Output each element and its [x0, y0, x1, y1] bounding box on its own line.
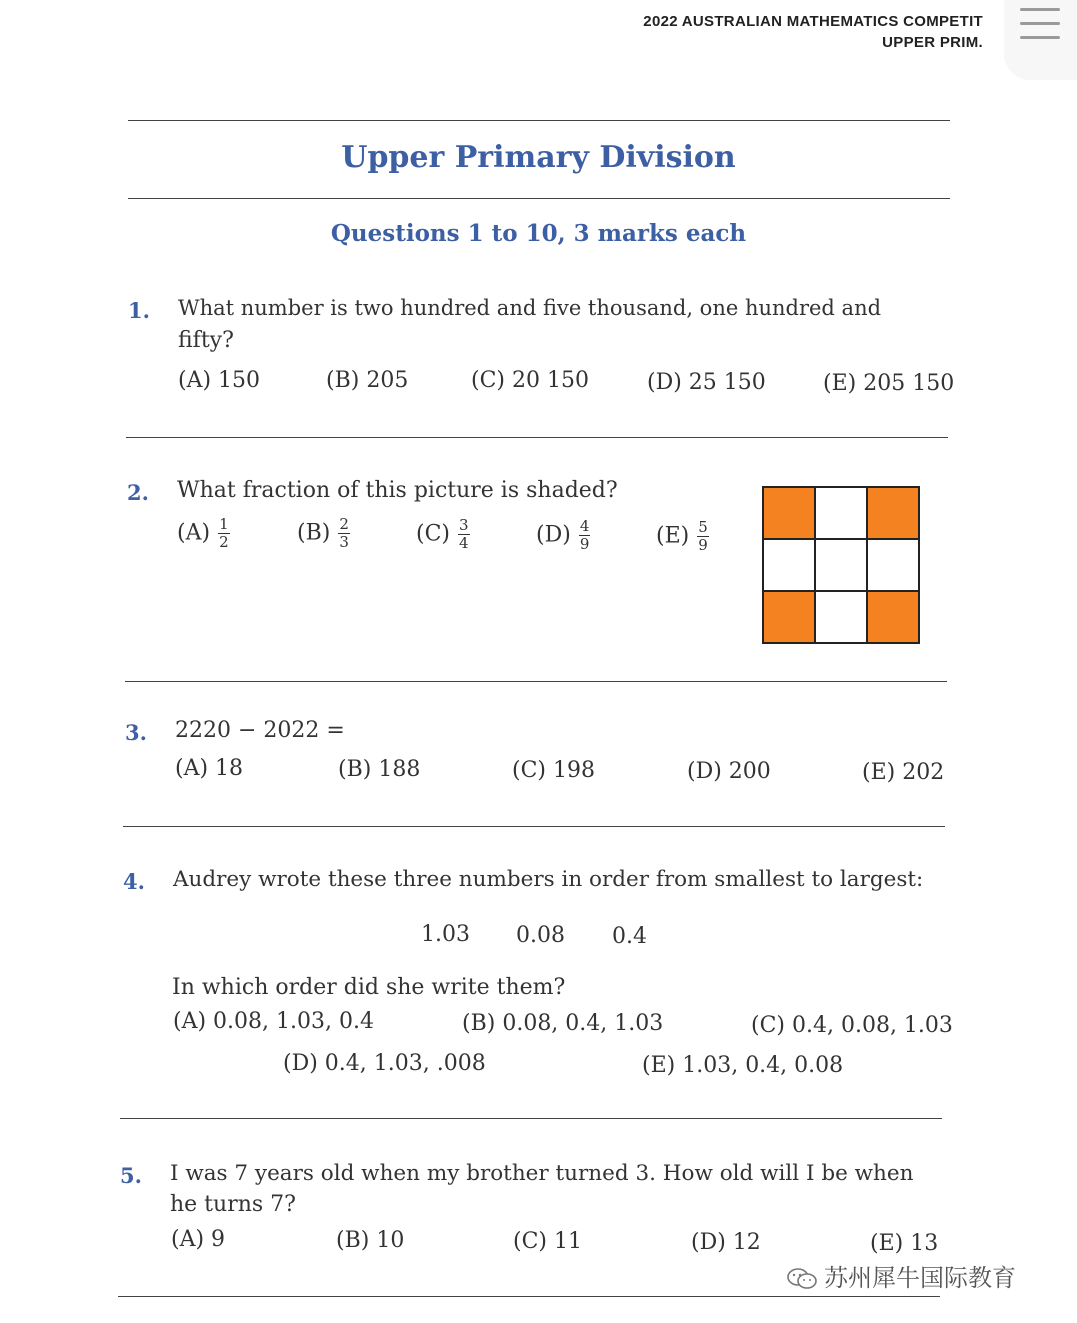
question-text: What fraction of this picture is shaded?: [177, 478, 618, 503]
grid-cell-shaded: [763, 487, 815, 539]
option-d[interactable]: (D) 200: [687, 759, 771, 784]
question-text-cont: fifty?: [178, 328, 234, 353]
option-label: (E): [656, 523, 690, 549]
grid-cell: [815, 539, 867, 591]
denominator: 2: [219, 533, 229, 551]
option-b[interactable]: (B) 188: [338, 757, 421, 782]
grid-cell-shaded: [867, 487, 919, 539]
question-number: 4.: [123, 869, 145, 894]
option-a[interactable]: (A) 18: [175, 756, 244, 781]
title-bottom-rule: [128, 198, 950, 199]
grid-cell: [867, 539, 919, 591]
numerator: 4: [579, 517, 590, 535]
divider: [126, 437, 948, 438]
question-text: 2220 − 2022 =: [175, 718, 345, 743]
page-title: Upper Primary Division: [341, 140, 736, 175]
question-text: What number is two hundred and five thousand, one hundred and: [178, 296, 882, 320]
divider: [120, 1118, 942, 1119]
option-label: (C): [416, 521, 450, 547]
option-b[interactable]: (B) 205: [326, 368, 409, 393]
denominator: 3: [339, 533, 349, 551]
option-a[interactable]: [177, 516, 230, 551]
option-e[interactable]: (E) 13: [870, 1231, 939, 1256]
option-a[interactable]: (A) 9: [171, 1227, 226, 1252]
divider: [123, 826, 945, 827]
option-e[interactable]: (E) 205 150: [823, 371, 955, 396]
option-d[interactable]: [536, 518, 590, 553]
grid-cell-shaded: [763, 591, 815, 643]
option-d[interactable]: (D) 0.4, 1.03, .008: [283, 1051, 486, 1076]
wechat-watermark: [786, 1258, 1016, 1293]
numerator: 3: [459, 516, 469, 534]
option-e[interactable]: (E) 202: [862, 760, 945, 785]
competition-title: 2022 AUSTRALIAN MATHEMATICS COMPETIT: [643, 13, 983, 30]
option-label: (A): [177, 520, 211, 546]
numerator: 5: [698, 518, 708, 536]
option-e[interactable]: (E) 1.03, 0.4, 0.08: [642, 1053, 844, 1078]
watermark-text: 苏州犀牛国际教育: [824, 1264, 1016, 1292]
shaded-grid-picture: [762, 486, 920, 644]
divider: [118, 1296, 940, 1297]
option-c[interactable]: [416, 517, 470, 552]
option-a[interactable]: (A) 150: [178, 368, 261, 393]
option-b[interactable]: [297, 516, 350, 551]
option-b[interactable]: (B) 0.08, 0.4, 1.03: [462, 1011, 664, 1036]
question-text: I was 7 years old when my brother turned 3. How old will I be when: [170, 1161, 914, 1186]
section-subtitle: Questions 1 to 10, 3 marks each: [330, 220, 747, 247]
denominator: 4: [459, 534, 469, 552]
divider: [125, 681, 947, 682]
wechat-icon: [786, 1267, 818, 1291]
question-prompt: In which order did she write them?: [172, 975, 566, 1000]
numerator: 2: [339, 515, 349, 533]
fraction: [458, 517, 470, 552]
question-number: 1.: [128, 298, 150, 323]
question-number: 2.: [127, 480, 149, 505]
grid-cell: [815, 487, 867, 539]
option-c[interactable]: (C) 198: [512, 758, 595, 783]
given-number: 1.03: [421, 922, 470, 947]
question-number: 5.: [120, 1163, 142, 1188]
given-number: 0.4: [612, 924, 647, 949]
grid-cell: [763, 539, 815, 591]
denominator: 9: [579, 535, 590, 553]
menu-backdrop: [1004, 0, 1077, 80]
option-c[interactable]: (C) 20 150: [471, 368, 589, 393]
option-d[interactable]: (D) 12: [691, 1230, 761, 1255]
option-c[interactable]: (C) 0.4, 0.08, 1.03: [751, 1013, 953, 1038]
option-e[interactable]: [656, 519, 709, 554]
given-number: 0.08: [516, 923, 565, 948]
division-label: UPPER PRIM.: [882, 34, 983, 51]
denominator: 9: [698, 536, 708, 554]
grid-cell-shaded: [867, 591, 919, 643]
question-text-cont: he turns 7?: [170, 1192, 296, 1217]
option-c[interactable]: (C) 11: [513, 1229, 582, 1254]
option-b[interactable]: (B) 10: [336, 1228, 405, 1253]
fraction: [218, 516, 230, 551]
question-text: Audrey wrote these three numbers in order from smallest to largest:: [173, 867, 924, 892]
fraction: [697, 519, 709, 554]
title-top-rule: [128, 120, 950, 121]
numerator: 1: [219, 515, 229, 533]
grid-cell: [815, 591, 867, 643]
option-label: (B): [297, 520, 331, 546]
fraction: [579, 518, 591, 553]
option-d[interactable]: (D) 25 150: [647, 370, 766, 395]
option-label: (D): [536, 522, 571, 548]
fraction: [338, 516, 350, 551]
option-a[interactable]: (A) 0.08, 1.03, 0.4: [173, 1009, 374, 1034]
question-number: 3.: [125, 720, 147, 745]
